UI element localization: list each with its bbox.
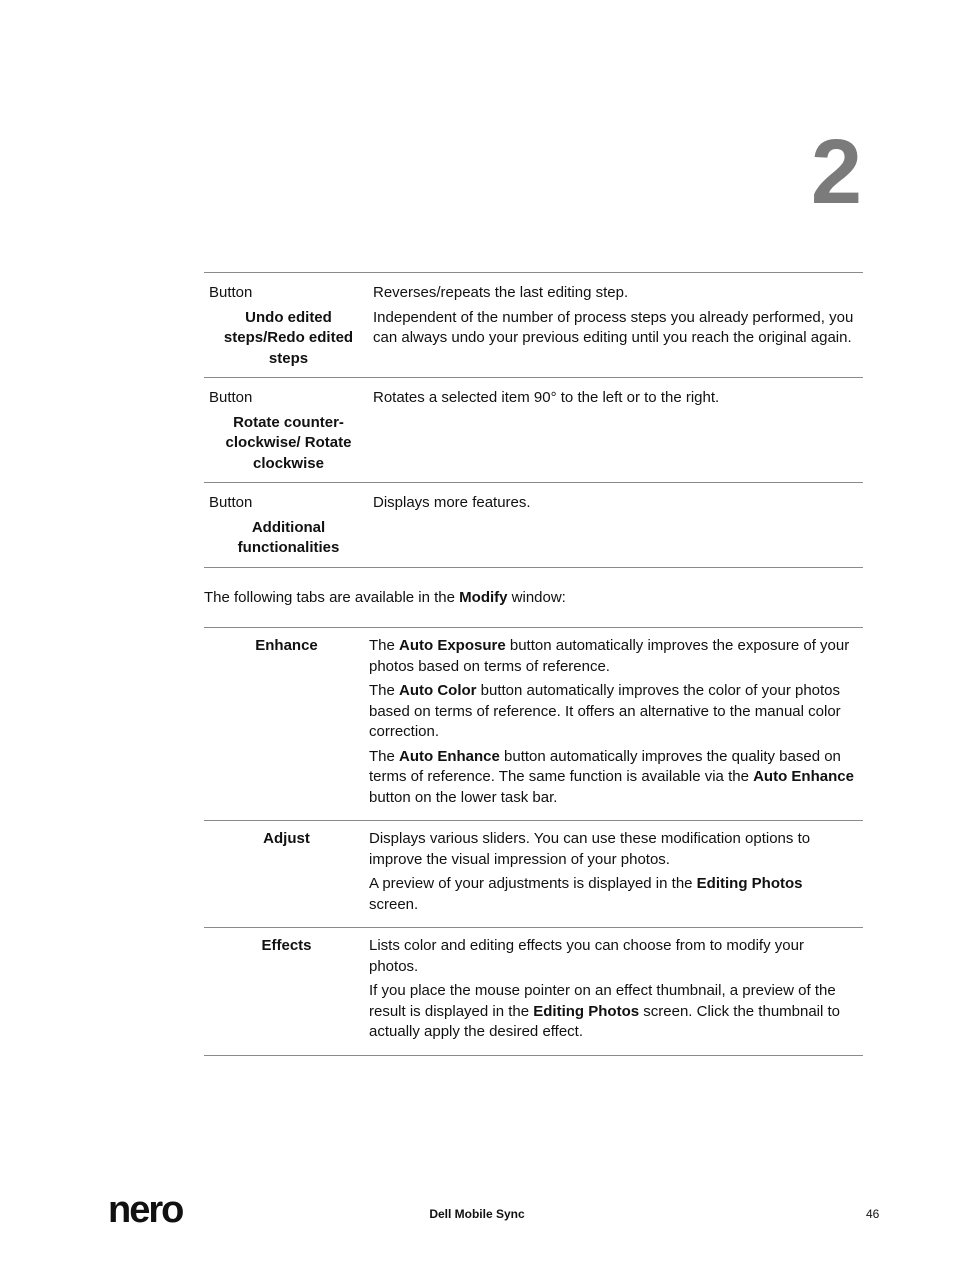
table-row (204, 821, 863, 928)
table-row (204, 378, 863, 483)
intro-window-name: Modify (459, 589, 508, 606)
controls-table (204, 272, 863, 568)
description-paragraph: Displays various sliders. You can use these modification options to improve the visual impression of your photos. (369, 830, 811, 868)
control-cell (204, 483, 368, 568)
description-cell (369, 628, 863, 821)
tabs-table (204, 627, 863, 1056)
description-paragraph: Displays more features. (373, 494, 531, 511)
tab-name: Enhance (255, 637, 318, 654)
bold-term: Editing Photos (533, 1002, 640, 1020)
description-paragraph: Reverses/repeats the last editing step. (373, 284, 629, 301)
description-cell (369, 928, 863, 1056)
bold-term: Editing Photos (696, 875, 803, 892)
description-paragraph: A preview of your adjustments is displayed in the Editing Photos screen. (369, 875, 803, 913)
description-cell (368, 483, 863, 568)
description-cell (368, 273, 863, 378)
control-cell (204, 378, 368, 483)
description-paragraph: Lists color and editing effects you can choose from to modify your photos. (369, 937, 804, 975)
control-type: Button (209, 389, 253, 406)
description-paragraph: The Auto Enhance button automatically improves the quality based on terms of reference. The same function is available via the Auto Enhance button on the lower task bar. (369, 747, 854, 806)
nero-logo: nero (108, 1189, 183, 1231)
table-row (204, 483, 863, 568)
intro-text: The following tabs are available in the (204, 589, 460, 606)
bold-term: Auto Enhance (753, 768, 854, 785)
tab-name: Adjust (263, 830, 310, 847)
bold-term: Auto Color (399, 682, 477, 699)
table-row (204, 928, 863, 1056)
control-cell (204, 273, 368, 378)
description-paragraph: Independent of the number of process steps you already performed, you can always undo your previous editing until you reach the original again. (373, 308, 854, 346)
control-type: Button (209, 284, 253, 301)
intro-text-end: window: (507, 589, 566, 606)
description-cell (368, 378, 863, 483)
description-paragraph: The Auto Exposure button automatically improves the exposure of your photos based on terms of reference. (369, 637, 850, 675)
control-type: Button (209, 494, 253, 511)
tabs-intro (204, 588, 566, 609)
description-paragraph: Rotates a selected item 90° to the left or to the right. (373, 389, 720, 406)
table-row (204, 273, 863, 378)
description-cell (369, 821, 863, 928)
tab-name: Effects (261, 937, 312, 954)
description-paragraph: If you place the mouse pointer on an effect thumbnail, a preview of the result is displayed in the Editing Photos screen. Click the thumbnail to actually apply the desired effect. (369, 982, 841, 1040)
description-paragraph: The Auto Color button automatically improves the color of your photos based on terms of reference. It offers an alternative to the manual color correction. (369, 682, 841, 740)
control-name: Undo edited steps/Redo edited steps (223, 308, 354, 367)
bold-term: Auto Exposure (399, 637, 506, 654)
control-name: Rotate counter-clockwise/ Rotate clockwise (225, 413, 352, 472)
page-number: 46 (866, 1207, 880, 1221)
chapter-number: 2 (810, 121, 862, 223)
table-row (204, 628, 863, 821)
footer-title: Dell Mobile Sync (429, 1207, 525, 1221)
bold-term: Auto Enhance (399, 747, 500, 765)
control-name: Additional functionalities (237, 518, 340, 556)
